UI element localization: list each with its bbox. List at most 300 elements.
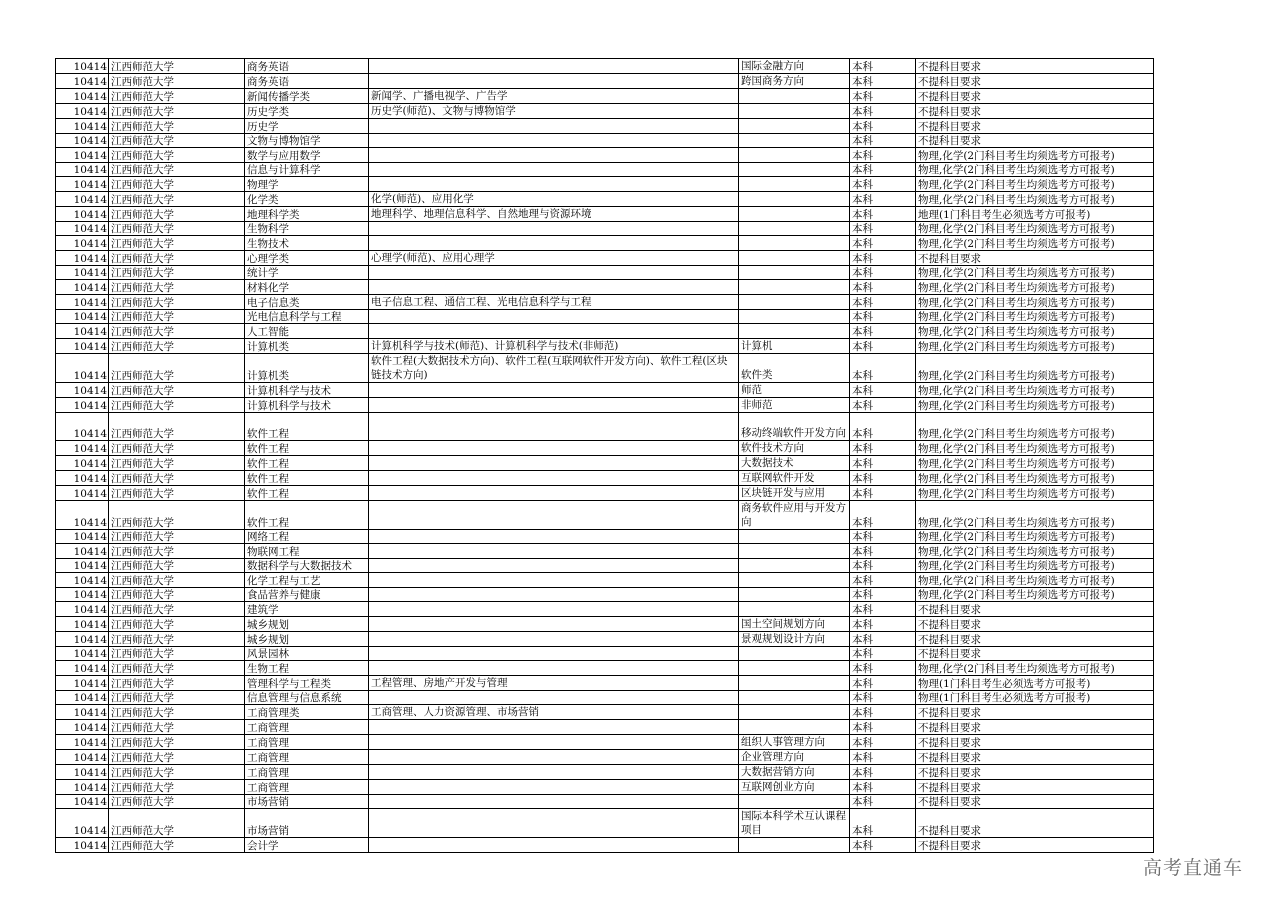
school-code-cell: 10414 [56, 764, 109, 779]
school-name-cell: 江西师范大学 [109, 838, 245, 853]
school-code-cell: 10414 [56, 353, 109, 382]
major-cell: 化学工程与工艺 [245, 573, 369, 588]
included-majors-cell [369, 734, 739, 749]
table-row [56, 309, 1154, 324]
school-code-cell: 10414 [56, 119, 109, 134]
school-code-cell: 10414 [56, 587, 109, 602]
school-code-cell: 10414 [56, 749, 109, 764]
table-row [56, 338, 1154, 353]
school-code-cell: 10414 [56, 529, 109, 544]
level-cell: 本科 [850, 382, 916, 397]
table-row [56, 631, 1154, 646]
school-code-cell: 10414 [56, 544, 109, 559]
table-row [56, 838, 1154, 853]
requirement-cell: 物理,化学(2门科目考生均须选考方可报考) [916, 470, 1154, 485]
requirement-cell: 物理,化学(2门科目考生均须选考方可报考) [916, 324, 1154, 339]
major-cell: 风景园林 [245, 646, 369, 661]
level-cell: 本科 [850, 455, 916, 470]
school-name-cell: 江西师范大学 [109, 794, 245, 809]
included-majors-cell: 地理科学、地理信息科学、自然地理与资源环境 [369, 206, 739, 221]
requirement-cell: 不提科目要求 [916, 764, 1154, 779]
included-majors-cell: 计算机科学与技术(师范)、计算机科学与技术(非师范) [369, 338, 739, 353]
level-cell: 本科 [850, 119, 916, 134]
school-name-cell: 江西师范大学 [109, 661, 245, 676]
direction-cell [739, 133, 850, 148]
school-name-cell: 江西师范大学 [109, 353, 245, 382]
major-cell: 管理科学与工程类 [245, 675, 369, 690]
major-cell: 历史学类 [245, 104, 369, 119]
table-body [56, 59, 1154, 853]
direction-cell [739, 148, 850, 163]
school-name-cell: 江西师范大学 [109, 440, 245, 455]
school-name-cell: 江西师范大学 [109, 485, 245, 500]
level-cell: 本科 [850, 162, 916, 177]
table-row [56, 133, 1154, 148]
included-majors-cell [369, 587, 739, 602]
school-code-cell: 10414 [56, 573, 109, 588]
included-majors-cell [369, 749, 739, 764]
table-row [56, 587, 1154, 602]
requirement-cell: 不提科目要求 [916, 250, 1154, 265]
table-row [56, 720, 1154, 735]
school-code-cell: 10414 [56, 397, 109, 412]
included-majors-cell [369, 221, 739, 236]
included-majors-cell: 化学(师范)、应用化学 [369, 191, 739, 206]
school-name-cell: 江西师范大学 [109, 529, 245, 544]
included-majors-cell [369, 177, 739, 192]
school-code-cell: 10414 [56, 294, 109, 309]
school-name-cell: 江西师范大学 [109, 104, 245, 119]
direction-cell: 景观规划设计方向 [739, 631, 850, 646]
school-code-cell: 10414 [56, 485, 109, 500]
included-majors-cell [369, 544, 739, 559]
direction-cell: 非师范 [739, 397, 850, 412]
major-cell: 工商管理 [245, 734, 369, 749]
included-majors-cell [369, 309, 739, 324]
school-code-cell: 10414 [56, 148, 109, 163]
table-row [56, 690, 1154, 705]
table-row [56, 734, 1154, 749]
school-name-cell: 江西师范大学 [109, 631, 245, 646]
direction-cell [739, 646, 850, 661]
included-majors-cell [369, 382, 739, 397]
major-cell: 信息管理与信息系统 [245, 690, 369, 705]
school-name-cell: 江西师范大学 [109, 764, 245, 779]
direction-cell [739, 265, 850, 280]
direction-cell [739, 162, 850, 177]
requirement-cell: 物理,化学(2门科目考生均须选考方可报考) [916, 529, 1154, 544]
level-cell: 本科 [850, 89, 916, 104]
included-majors-cell [369, 470, 739, 485]
major-cell: 光电信息科学与工程 [245, 309, 369, 324]
table-row [56, 250, 1154, 265]
school-name-cell: 江西师范大学 [109, 162, 245, 177]
level-cell: 本科 [850, 250, 916, 265]
table-row [56, 119, 1154, 134]
table-row [56, 440, 1154, 455]
table-row [56, 265, 1154, 280]
school-code-cell: 10414 [56, 734, 109, 749]
level-cell: 本科 [850, 191, 916, 206]
school-code-cell: 10414 [56, 500, 109, 529]
table-row [56, 794, 1154, 809]
major-cell: 会计学 [245, 838, 369, 853]
major-cell: 生物技术 [245, 236, 369, 251]
school-name-cell: 江西师范大学 [109, 500, 245, 529]
level-cell: 本科 [850, 602, 916, 617]
requirement-cell: 不提科目要求 [916, 749, 1154, 764]
major-cell: 人工智能 [245, 324, 369, 339]
table-row [56, 59, 1154, 74]
school-code-cell: 10414 [56, 74, 109, 89]
major-cell: 化学类 [245, 191, 369, 206]
level-cell: 本科 [850, 59, 916, 74]
table-row [56, 162, 1154, 177]
included-majors-cell [369, 236, 739, 251]
level-cell: 本科 [850, 485, 916, 500]
requirement-cell: 物理,化学(2门科目考生均须选考方可报考) [916, 500, 1154, 529]
direction-cell: 国际本科学术互认课程项目 [739, 809, 850, 838]
level-cell: 本科 [850, 690, 916, 705]
major-cell: 工商管理 [245, 720, 369, 735]
included-majors-cell [369, 602, 739, 617]
school-name-cell: 江西师范大学 [109, 558, 245, 573]
included-majors-cell [369, 162, 739, 177]
school-code-cell: 10414 [56, 779, 109, 794]
major-cell: 统计学 [245, 265, 369, 280]
major-cell: 商务英语 [245, 59, 369, 74]
major-cell: 软件工程 [245, 470, 369, 485]
requirement-cell: 地理(1门科目考生必须选考方可报考) [916, 206, 1154, 221]
school-code-cell: 10414 [56, 675, 109, 690]
major-cell: 材料化学 [245, 280, 369, 295]
requirement-cell: 物理,化学(2门科目考生均须选考方可报考) [916, 309, 1154, 324]
requirement-cell: 物理,化学(2门科目考生均须选考方可报考) [916, 455, 1154, 470]
direction-cell [739, 221, 850, 236]
school-name-cell: 江西师范大学 [109, 221, 245, 236]
table-row [56, 764, 1154, 779]
requirement-cell: 物理,化学(2门科目考生均须选考方可报考) [916, 338, 1154, 353]
school-name-cell: 江西师范大学 [109, 573, 245, 588]
level-cell: 本科 [850, 133, 916, 148]
requirement-cell: 物理,化学(2门科目考生均须选考方可报考) [916, 265, 1154, 280]
level-cell: 本科 [850, 749, 916, 764]
direction-cell [739, 89, 850, 104]
requirement-cell: 不提科目要求 [916, 119, 1154, 134]
included-majors-cell: 工程管理、房地产开发与管理 [369, 675, 739, 690]
school-name-cell: 江西师范大学 [109, 734, 245, 749]
table-row [56, 191, 1154, 206]
requirement-cell: 不提科目要求 [916, 59, 1154, 74]
included-majors-cell [369, 59, 739, 74]
requirement-cell: 物理,化学(2门科目考生均须选考方可报考) [916, 573, 1154, 588]
level-cell: 本科 [850, 809, 916, 838]
school-code-cell: 10414 [56, 794, 109, 809]
level-cell: 本科 [850, 440, 916, 455]
requirement-cell: 物理,化学(2门科目考生均须选考方可报考) [916, 294, 1154, 309]
major-cell: 软件工程 [245, 500, 369, 529]
school-code-cell: 10414 [56, 338, 109, 353]
school-name-cell: 江西师范大学 [109, 675, 245, 690]
included-majors-cell [369, 764, 739, 779]
table-row [56, 455, 1154, 470]
requirement-cell: 物理,化学(2门科目考生均须选考方可报考) [916, 280, 1154, 295]
school-code-cell: 10414 [56, 104, 109, 119]
major-cell: 市场营销 [245, 809, 369, 838]
direction-cell [739, 294, 850, 309]
table-row [56, 104, 1154, 119]
included-majors-cell: 工商管理、人力资源管理、市场营销 [369, 705, 739, 720]
table-row [56, 616, 1154, 631]
direction-cell: 软件类 [739, 353, 850, 382]
direction-cell [739, 602, 850, 617]
table-row [56, 382, 1154, 397]
level-cell: 本科 [850, 412, 916, 440]
school-code-cell: 10414 [56, 250, 109, 265]
requirement-cell: 物理,化学(2门科目考生均须选考方可报考) [916, 162, 1154, 177]
major-cell: 食品营养与健康 [245, 587, 369, 602]
level-cell: 本科 [850, 500, 916, 529]
level-cell: 本科 [850, 470, 916, 485]
requirement-cell: 物理,化学(2门科目考生均须选考方可报考) [916, 221, 1154, 236]
direction-cell: 计算机 [739, 338, 850, 353]
direction-cell [739, 250, 850, 265]
school-code-cell: 10414 [56, 440, 109, 455]
level-cell: 本科 [850, 764, 916, 779]
included-majors-cell [369, 148, 739, 163]
major-cell: 工商管理 [245, 749, 369, 764]
direction-cell [739, 309, 850, 324]
school-name-cell: 江西师范大学 [109, 265, 245, 280]
major-cell: 网络工程 [245, 529, 369, 544]
table-row [56, 749, 1154, 764]
direction-cell [739, 705, 850, 720]
requirement-cell: 不提科目要求 [916, 705, 1154, 720]
school-code-cell: 10414 [56, 616, 109, 631]
level-cell: 本科 [850, 236, 916, 251]
included-majors-cell [369, 485, 739, 500]
school-name-cell: 江西师范大学 [109, 705, 245, 720]
level-cell: 本科 [850, 779, 916, 794]
level-cell: 本科 [850, 646, 916, 661]
included-majors-cell: 历史学(师范)、文物与博物馆学 [369, 104, 739, 119]
included-majors-cell [369, 440, 739, 455]
table-row [56, 74, 1154, 89]
requirement-cell: 物理,化学(2门科目考生均须选考方可报考) [916, 236, 1154, 251]
requirement-cell: 不提科目要求 [916, 74, 1154, 89]
school-name-cell: 江西师范大学 [109, 294, 245, 309]
major-cell: 地理科学类 [245, 206, 369, 221]
school-name-cell: 江西师范大学 [109, 616, 245, 631]
included-majors-cell [369, 324, 739, 339]
level-cell: 本科 [850, 573, 916, 588]
requirement-cell: 物理(1门科目考生必须选考方可报考) [916, 675, 1154, 690]
level-cell: 本科 [850, 587, 916, 602]
school-name-cell: 江西师范大学 [109, 133, 245, 148]
school-code-cell: 10414 [56, 455, 109, 470]
major-cell: 计算机类 [245, 338, 369, 353]
school-name-cell: 江西师范大学 [109, 280, 245, 295]
level-cell: 本科 [850, 221, 916, 236]
included-majors-cell [369, 397, 739, 412]
requirement-cell: 物理,化学(2门科目考生均须选考方可报考) [916, 440, 1154, 455]
school-name-cell: 江西师范大学 [109, 236, 245, 251]
requirement-cell: 不提科目要求 [916, 838, 1154, 853]
requirement-cell: 不提科目要求 [916, 646, 1154, 661]
direction-cell: 组织人事管理方向 [739, 734, 850, 749]
school-name-cell: 江西师范大学 [109, 646, 245, 661]
major-cell: 生物工程 [245, 661, 369, 676]
school-name-cell: 江西师范大学 [109, 412, 245, 440]
school-name-cell: 江西师范大学 [109, 397, 245, 412]
school-name-cell: 江西师范大学 [109, 59, 245, 74]
school-code-cell: 10414 [56, 720, 109, 735]
major-cell: 软件工程 [245, 412, 369, 440]
included-majors-cell [369, 794, 739, 809]
requirement-cell: 不提科目要求 [916, 133, 1154, 148]
major-cell: 计算机科学与技术 [245, 397, 369, 412]
requirement-cell: 物理,化学(2门科目考生均须选考方可报考) [916, 353, 1154, 382]
table-row [56, 675, 1154, 690]
direction-cell: 大数据技术 [739, 455, 850, 470]
level-cell: 本科 [850, 353, 916, 382]
school-code-cell: 10414 [56, 838, 109, 853]
major-cell: 文物与博物馆学 [245, 133, 369, 148]
major-cell: 物理学 [245, 177, 369, 192]
level-cell: 本科 [850, 838, 916, 853]
table-row [56, 485, 1154, 500]
table-row [56, 206, 1154, 221]
direction-cell [739, 661, 850, 676]
major-cell: 生物科学 [245, 221, 369, 236]
direction-cell: 国土空间规划方向 [739, 616, 850, 631]
major-cell: 商务英语 [245, 74, 369, 89]
major-cell: 工商管理 [245, 779, 369, 794]
major-cell: 数据科学与大数据技术 [245, 558, 369, 573]
school-name-cell: 江西师范大学 [109, 587, 245, 602]
school-code-cell: 10414 [56, 236, 109, 251]
major-cell: 软件工程 [245, 455, 369, 470]
level-cell: 本科 [850, 280, 916, 295]
table-row [56, 236, 1154, 251]
requirement-cell: 不提科目要求 [916, 616, 1154, 631]
school-code-cell: 10414 [56, 280, 109, 295]
major-cell: 计算机科学与技术 [245, 382, 369, 397]
level-cell: 本科 [850, 529, 916, 544]
direction-cell [739, 838, 850, 853]
school-name-cell: 江西师范大学 [109, 324, 245, 339]
school-code-cell: 10414 [56, 705, 109, 720]
included-majors-cell [369, 838, 739, 853]
level-cell: 本科 [850, 294, 916, 309]
direction-cell: 区块链开发与应用 [739, 485, 850, 500]
level-cell: 本科 [850, 675, 916, 690]
requirement-cell: 物理,化学(2门科目考生均须选考方可报考) [916, 544, 1154, 559]
major-cell: 城乡规划 [245, 616, 369, 631]
school-name-cell: 江西师范大学 [109, 119, 245, 134]
level-cell: 本科 [850, 338, 916, 353]
table-row [56, 148, 1154, 163]
direction-cell: 商务软件应用与开发方向 [739, 500, 850, 529]
level-cell: 本科 [850, 265, 916, 280]
direction-cell: 跨国商务方向 [739, 74, 850, 89]
direction-cell [739, 177, 850, 192]
table-row [56, 705, 1154, 720]
table-row [56, 353, 1154, 382]
level-cell: 本科 [850, 74, 916, 89]
subject-requirement-table [55, 58, 1154, 853]
school-code-cell: 10414 [56, 382, 109, 397]
major-cell: 心理学类 [245, 250, 369, 265]
included-majors-cell [369, 809, 739, 838]
school-code-cell: 10414 [56, 177, 109, 192]
direction-cell: 互联网软件开发 [739, 470, 850, 485]
included-majors-cell [369, 412, 739, 440]
level-cell: 本科 [850, 661, 916, 676]
direction-cell: 移动终端软件开发方向 [739, 412, 850, 440]
school-name-cell: 江西师范大学 [109, 602, 245, 617]
requirement-cell: 物理,化学(2门科目考生均须选考方可报考) [916, 558, 1154, 573]
included-majors-cell [369, 119, 739, 134]
school-code-cell: 10414 [56, 631, 109, 646]
direction-cell [739, 573, 850, 588]
requirement-cell: 不提科目要求 [916, 104, 1154, 119]
level-cell: 本科 [850, 631, 916, 646]
major-cell: 新闻传播学类 [245, 89, 369, 104]
school-name-cell: 江西师范大学 [109, 809, 245, 838]
school-name-cell: 江西师范大学 [109, 470, 245, 485]
level-cell: 本科 [850, 324, 916, 339]
direction-cell: 大数据营销方向 [739, 764, 850, 779]
requirement-cell: 物理,化学(2门科目考生均须选考方可报考) [916, 485, 1154, 500]
school-name-cell: 江西师范大学 [109, 779, 245, 794]
major-cell: 城乡规划 [245, 631, 369, 646]
direction-cell [739, 720, 850, 735]
table-row [56, 558, 1154, 573]
direction-cell [739, 587, 850, 602]
requirement-cell: 不提科目要求 [916, 631, 1154, 646]
included-majors-cell [369, 455, 739, 470]
major-cell: 软件工程 [245, 485, 369, 500]
included-majors-cell [369, 280, 739, 295]
school-code-cell: 10414 [56, 646, 109, 661]
level-cell: 本科 [850, 734, 916, 749]
direction-cell [739, 690, 850, 705]
level-cell: 本科 [850, 616, 916, 631]
included-majors-cell [369, 573, 739, 588]
requirement-cell: 物理,化学(2门科目考生均须选考方可报考) [916, 587, 1154, 602]
school-code-cell: 10414 [56, 89, 109, 104]
school-code-cell: 10414 [56, 690, 109, 705]
table-row [56, 412, 1154, 440]
table-row [56, 602, 1154, 617]
table-row [56, 280, 1154, 295]
included-majors-cell: 软件工程(大数据技术方向)、软件工程(互联网软件开发方向)、软件工程(区块链技术方向) [369, 353, 739, 382]
school-code-cell: 10414 [56, 133, 109, 148]
included-majors-cell [369, 616, 739, 631]
school-code-cell: 10414 [56, 324, 109, 339]
included-majors-cell: 心理学(师范)、应用心理学 [369, 250, 739, 265]
direction-cell [739, 794, 850, 809]
requirement-cell: 物理,化学(2门科目考生均须选考方可报考) [916, 191, 1154, 206]
major-cell: 工商管理 [245, 764, 369, 779]
table-row [56, 89, 1154, 104]
level-cell: 本科 [850, 794, 916, 809]
requirement-cell: 物理,化学(2门科目考生均须选考方可报考) [916, 661, 1154, 676]
school-code-cell: 10414 [56, 470, 109, 485]
included-majors-cell [369, 529, 739, 544]
table-row [56, 661, 1154, 676]
